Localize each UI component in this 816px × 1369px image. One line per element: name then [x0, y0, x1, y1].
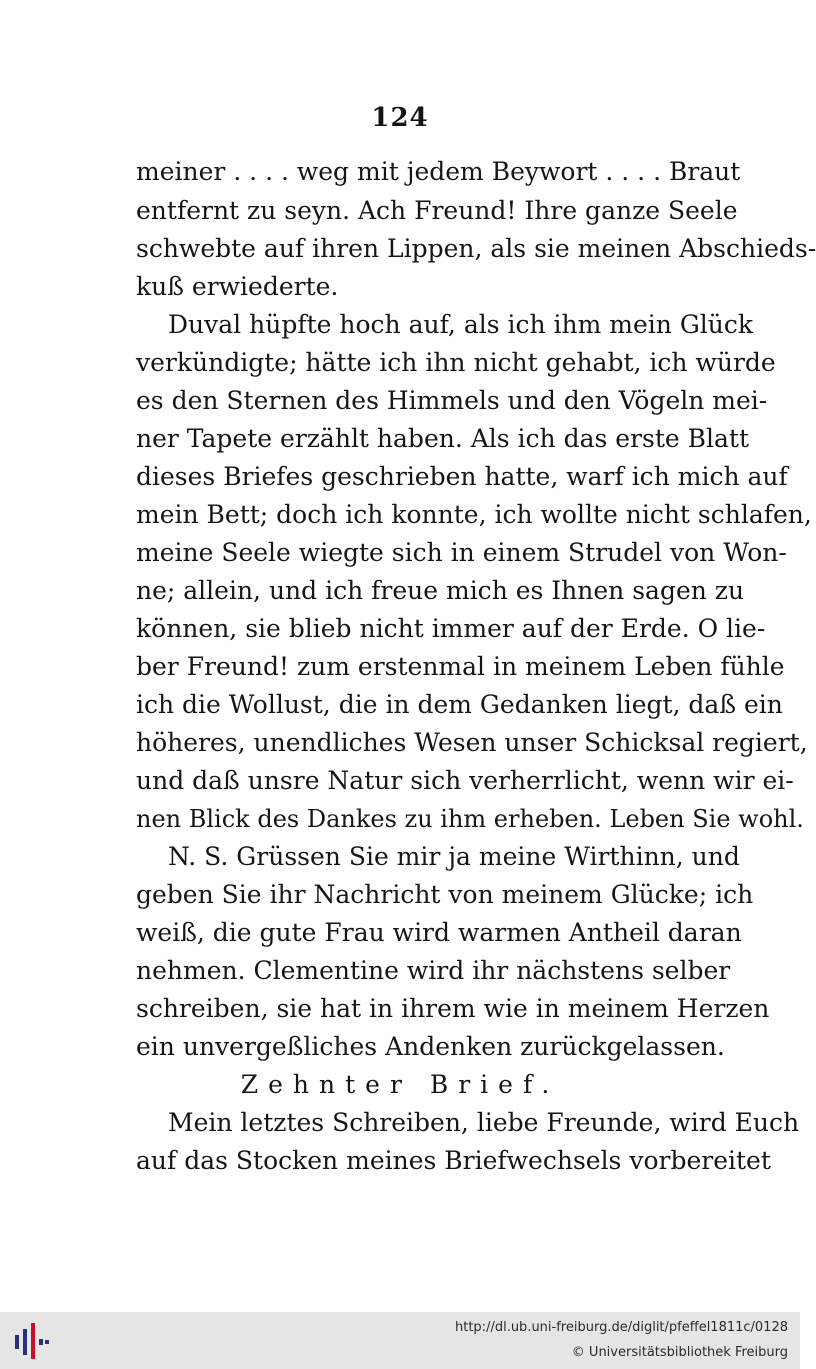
- text-line: nen Blick des Dankes zu ihm erheben. Leben Sie wohl.: [136, 805, 804, 833]
- text-line: verkündigte; hätte ich ihn nicht gehabt, ich würde: [136, 348, 776, 377]
- text-line: schwebte auf ihren Lippen, als sie meinen Abschieds-: [136, 234, 816, 263]
- text-line: ner Tapete erzählt haben. Als ich das erste Blatt: [136, 424, 750, 453]
- text-line: nehmen. Clementine wird ihr nächstens selber: [136, 956, 731, 985]
- university-library-logo-icon: [12, 1321, 52, 1361]
- text-line: auf das Stocken meines Briefwechsels vorbereitet: [136, 1146, 771, 1175]
- text-line: ich die Wollust, die in dem Gedanken liegt, daß ein: [136, 690, 783, 719]
- text-line: schreiben, sie hat in ihrem wie in meinem Herzen: [136, 994, 770, 1023]
- footer-bar: [0, 1312, 800, 1369]
- text-line: können, sie blieb nicht immer auf der Erde. O lie-: [136, 614, 766, 643]
- copyright-notice: © Universitätsbibliothek Freiburg: [571, 1345, 788, 1360]
- text-line: dieses Briefes geschrieben hatte, warf ich mich auf: [136, 462, 788, 491]
- text-line: Duval hüpfte hoch auf, als ich ihm mein Glück: [168, 310, 754, 339]
- chapter-heading: Zehnter Brief.: [240, 1070, 560, 1099]
- text-line: es den Sternen des Himmels und den Vögeln mei-: [136, 386, 768, 415]
- page-number: 124: [371, 103, 429, 133]
- text-line: entfernt zu seyn. Ach Freund! Ihre ganze Seele: [136, 196, 738, 225]
- text-line: und daß unsre Natur sich verherrlicht, wenn wir ei-: [136, 766, 794, 795]
- text-line: ein unvergeßliches Andenken zurückgelassen.: [136, 1032, 725, 1061]
- text-line: ne; allein, und ich freue mich es Ihnen sagen zu: [136, 576, 745, 605]
- text-line: meine Seele wiegte sich in einem Strudel von Won-: [136, 538, 787, 567]
- text-line: Mein letztes Schreiben, liebe Freunde, wird Euch: [168, 1108, 800, 1137]
- text-line: N. S. Grüssen Sie mir ja meine Wirthinn, und: [168, 842, 740, 871]
- text-line: höheres, unendliches Wesen unser Schicksal regiert,: [136, 728, 808, 757]
- source-url-link[interactable]: http://dl.ub.uni-freiburg.de/diglit/pfeffel1811c/0128: [455, 1320, 788, 1335]
- text-line: geben Sie ihr Nachricht von meinem Glücke; ich: [136, 880, 754, 909]
- text-line: mein Bett; doch ich konnte, ich wollte nicht schlafen,: [136, 500, 812, 529]
- text-line: ber Freund! zum erstenmal in meinem Leben fühle: [136, 652, 785, 681]
- text-line: kuß erwiederte.: [136, 272, 339, 301]
- text-line: meiner . . . . weg mit jedem Beywort . . . . Braut: [136, 157, 741, 186]
- text-line: weiß, die gute Frau wird warmen Antheil daran: [136, 918, 742, 947]
